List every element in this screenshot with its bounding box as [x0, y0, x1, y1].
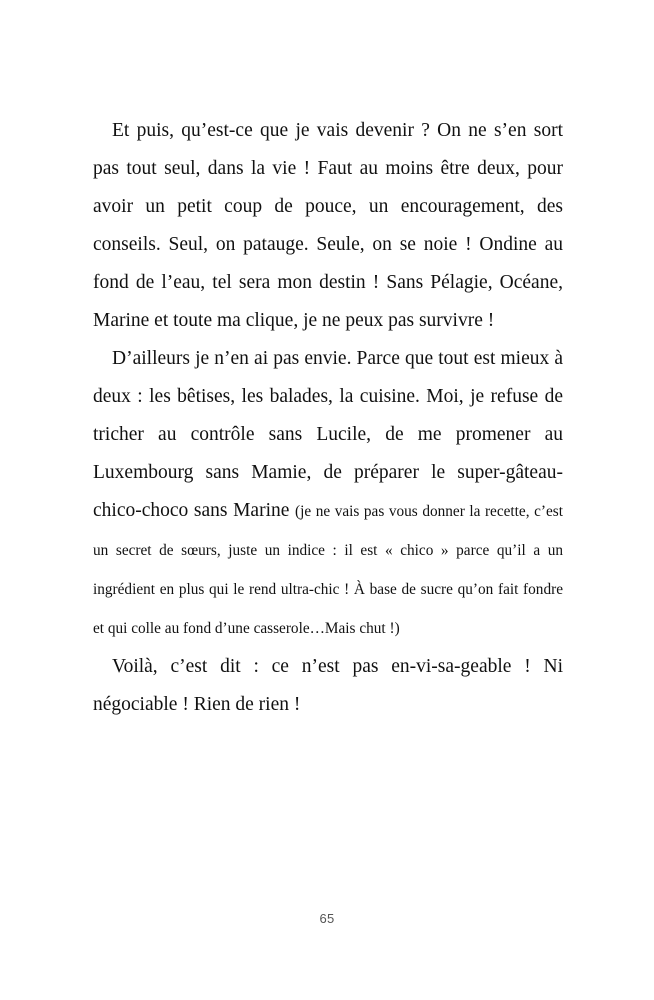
paragraph-2-main-text: D’ailleurs je n’en ai pas envie. Parce que tout est mieux à deux : les bêtises, les balades, la cuisine. Moi, je refuse de tricher au contrôle sans Lucile, de me promener au Luxembourg sans Mamie, de préparer le super-gâteau-chico-choco sans Marine: [93, 348, 563, 521]
paragraph-1: Et puis, qu’est-ce que je vais devenir ? On ne s’en sort pas tout seul, dans la vie ! Faut au moins être deux, pour avoir un petit coup de pouce, un encouragement, des conseils. Seul, on patauge. Seule, on se noie ! Ondine au fond de l’eau, tel sera mon destin ! Sans Pélagie, Océane, Marine et toute ma clique, je ne peux pas survivre !: [93, 120, 563, 331]
page-number: 65: [319, 911, 335, 926]
text-column: [93, 112, 563, 724]
paragraph-2: [93, 340, 563, 648]
paragraph-2-aside-text: (je ne vais pas vous donner la recette, c’est un secret de sœurs, juste un indice : il est « chico » parce qu’il a un ingrédient en plus qui le rend ultra-chic ! À base de sucre qu’on fait fondre et qui colle au fond d’une casserole…Mais chut !): [93, 503, 563, 637]
paragraph-3: Voilà, c’est dit : ce n’est pas en-vi-sa-geable ! Ni négociable ! Rien de rien !: [93, 656, 563, 715]
